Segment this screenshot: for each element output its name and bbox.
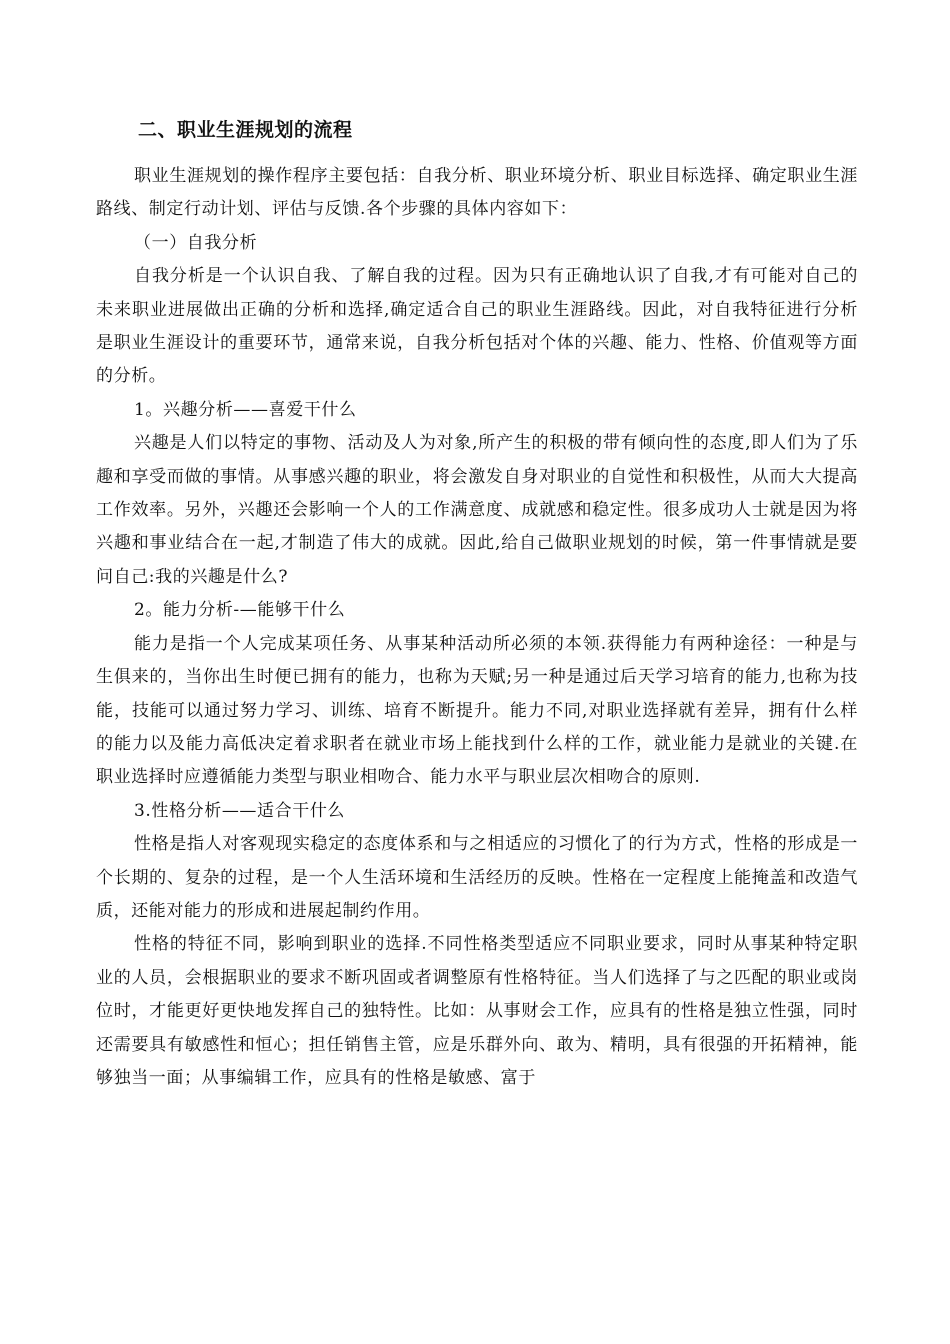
intro-paragraph: 职业生涯规划的操作程序主要包括：自我分析、职业环境分析、职业目标选择、确定职业生涯路线、制定行动计划、评估与反馈.各个步骤的具体内容如下： — [96, 166, 858, 220]
interest-analysis-heading: 1。兴趣分析——喜爱干什么 — [134, 399, 357, 420]
interest-analysis-paragraph: 兴趣是人们以特定的事物、活动及人为对象,所产生的积极的带有倾向性的态度,即人们为了乐趣和享受而做的事情。从事感兴趣的职业，将会激发自身对职业的自觉性和积极性，从而大大提高工作效率。另外，兴趣还会影响一个人的工作满意度、成就感和稳定性。很多成功人士就是因为将兴趣和事业结合在一起,才制造了伟大的成就。因此,给自己做职业规划的时候，第一件事情就是要问自己:我的兴趣是什么? — [96, 433, 858, 587]
section-heading: 二、职业生涯规划的流程 — [138, 119, 353, 141]
subsection-heading-self-analysis: （一）自我分析 — [134, 232, 258, 253]
personality-analysis-paragraph: 性格是指人对客观现实稳定的态度体系和与之相适应的习惯化了的行为方式，性格的形成是一个长期的、复杂的过程，是一个人生活环境和生活经历的反映。性格在一定程度上能掩盖和改造气质，还能对能力的形成和进展起制约作用。 — [96, 834, 858, 921]
ability-analysis-heading: 2。能力分析-—能够干什么 — [134, 600, 346, 621]
personality-career-paragraph: 性格的特征不同，影响到职业的选择.不同性格类型适应不同职业要求，同时从事某种特定职业的人员，会根据职业的要求不断巩固或者调整原有性格特征。当人们选择了与之匹配的职业或岗位时，才能更好更快地发挥自己的独特性。比如：从事财会工作，应具有的性格是独立性强，同时还需要具有敏感性和恒心；担任销售主管，应是乐群外向、敢为、精明，具有很强的开拓精神，能够独当一面；从事编辑工作，应具有的性格是敏感、富于 — [96, 934, 858, 1088]
self-analysis-paragraph: 自我分析是一个认识自我、了解自我的过程。因为只有正确地认识了自我,才有可能对自己的未来职业进展做出正确的分析和选择,确定适合自己的职业生涯路线。因此，对自我特征进行分析是职业生涯设计的重要环节，通常来说，自我分析包括对个体的兴趣、能力、性格、价值观等方面的分析。 — [96, 266, 858, 387]
document-page — [96, 112, 858, 1095]
personality-analysis-heading: 3.性格分析——适合干什么 — [134, 800, 346, 821]
ability-analysis-paragraph: 能力是指一个人完成某项任务、从事某种活动所必须的本领.获得能力有两种途径：一种是与生俱来的，当你出生时便已拥有的能力，也称为天赋;另一种是通过后天学习培育的能力,也称为技能，技能可以通过努力学习、训练、培育不断提升。能力不同,对职业选择就有差异，拥有什么样的能力以及能力高低决定着求职者在就业市场上能找到什么样的工作，就业能力是就业的关键.在职业选择时应遵循能力类型与职业相吻合、能力水平与职业层次相吻合的原则. — [96, 633, 858, 788]
